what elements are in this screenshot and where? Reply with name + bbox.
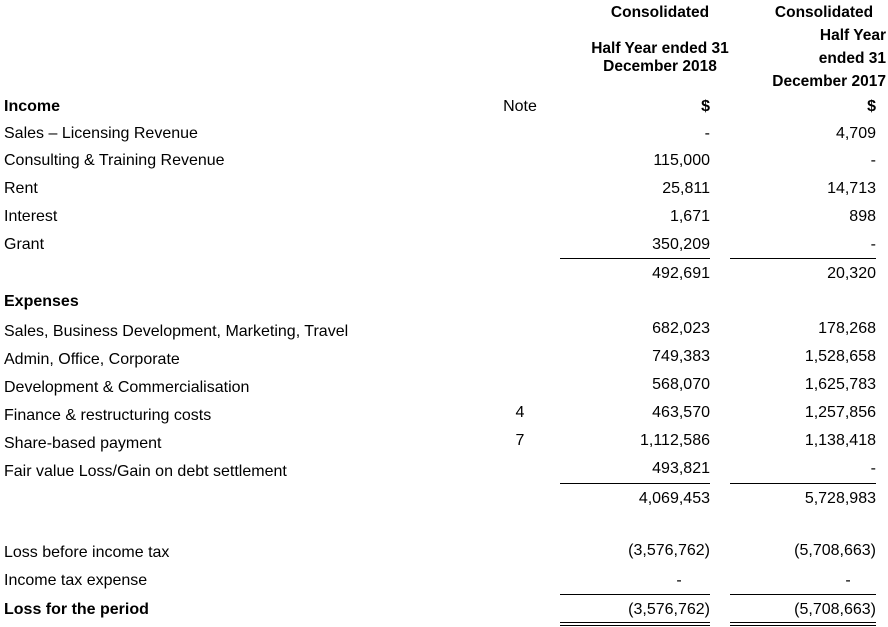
col2-header-title: Consolidated — [774, 4, 874, 21]
income-row-label: Rent — [4, 180, 38, 197]
income-total-rule-2018 — [560, 258, 710, 259]
income-tax-label: Income tax expense — [4, 572, 148, 589]
income-total-2017: 20,320 — [827, 265, 876, 282]
income-row-label: Sales – Licensing Revenue — [4, 125, 198, 142]
expense-row-label: Sales, Business Development, Marketing, Travel — [4, 323, 349, 340]
expense-total-rule-2017 — [730, 483, 876, 484]
note-column-header: Note — [503, 98, 537, 115]
expenses-heading: Expenses — [4, 293, 79, 310]
col1-header-title: Consolidated — [610, 4, 710, 21]
expense-row-value-2017: 1,625,783 — [804, 376, 876, 393]
expense-row-label: Finance & restructuring costs — [4, 407, 212, 424]
loss-period-label: Loss for the period — [4, 601, 149, 618]
loss-period-2018: (3,576,762) — [628, 601, 710, 618]
income-row-value-2017: 898 — [849, 208, 876, 225]
currency-col2: $ — [867, 98, 876, 115]
expense-row-value-2017: - — [870, 460, 876, 477]
income-row-label: Grant — [4, 236, 45, 253]
expense-total-2018: 4,069,453 — [638, 490, 710, 507]
loss-before-tax-label: Loss before income tax — [4, 544, 170, 561]
income-row-value-2018: 1,671 — [669, 208, 710, 225]
income-row-value-2017: - — [870, 236, 876, 253]
expense-total-2017: 5,728,983 — [804, 490, 876, 507]
loss-before-tax-2018: (3,576,762) — [628, 542, 710, 559]
income-total-rule-2017 — [730, 258, 876, 259]
loss-period-2017: (5,708,663) — [794, 601, 876, 618]
expense-row-label: Development & Commercialisation — [4, 379, 250, 396]
expense-row-label: Share-based payment — [4, 435, 162, 452]
income-row-value-2018: - — [704, 125, 710, 142]
col1-header-period-line1: Half Year ended 31 — [591, 40, 729, 57]
income-tax-2017: - — [845, 572, 851, 589]
loss-period-double-rule-a-2018 — [560, 622, 710, 623]
expense-row-note: 7 — [515, 432, 525, 449]
loss-period-double-rule-a-2017 — [730, 622, 876, 623]
expense-row-label: Fair value Loss/Gain on debt settlement — [4, 463, 287, 480]
income-row-value-2017: 14,713 — [827, 180, 876, 197]
expense-row-value-2017: 1,257,856 — [804, 404, 876, 421]
expense-total-rule-2018 — [560, 483, 710, 484]
income-row-value-2018: 25,811 — [662, 180, 710, 197]
income-row-label: Interest — [4, 208, 58, 225]
expense-row-value-2018: 1,112,586 — [640, 432, 710, 449]
income-row-value-2018: 350,209 — [652, 236, 710, 253]
loss-period-top-rule-2018 — [560, 594, 710, 595]
expense-row-note: 4 — [515, 404, 525, 421]
income-row-label: Consulting & Training Revenue — [4, 152, 225, 169]
income-total-2018: 492,691 — [652, 265, 710, 282]
income-tax-2018: - — [676, 572, 682, 589]
col2-header-period-line3: December 2017 — [772, 73, 886, 90]
col2-header-period-line2: ended 31 — [818, 50, 886, 67]
loss-period-double-rule-b-2017 — [730, 625, 876, 626]
expense-row-value-2018: 493,821 — [652, 460, 710, 477]
expense-row-value-2018: 749,383 — [652, 348, 710, 365]
currency-col1: $ — [701, 98, 710, 115]
col1-header-period-line2: December 2018 — [603, 58, 717, 75]
expense-row-value-2018: 682,023 — [652, 320, 710, 337]
expense-row-value-2017: 178,268 — [818, 320, 876, 337]
expense-row-value-2017: 1,138,418 — [804, 432, 876, 449]
income-row-value-2018: 115,000 — [653, 152, 710, 169]
loss-before-tax-2017: (5,708,663) — [794, 542, 876, 559]
expense-row-value-2018: 568,070 — [652, 376, 710, 393]
col2-header-period-line1: Half Year — [819, 27, 886, 44]
income-row-value-2017: - — [870, 152, 876, 169]
income-heading: Income — [4, 98, 61, 115]
loss-period-double-rule-b-2018 — [560, 625, 710, 626]
expense-row-value-2018: 463,570 — [652, 404, 710, 421]
loss-period-top-rule-2017 — [730, 594, 876, 595]
income-row-value-2017: 4,709 — [835, 125, 876, 142]
expense-row-label: Admin, Office, Corporate — [4, 351, 180, 368]
expense-row-value-2017: 1,528,658 — [804, 348, 876, 365]
